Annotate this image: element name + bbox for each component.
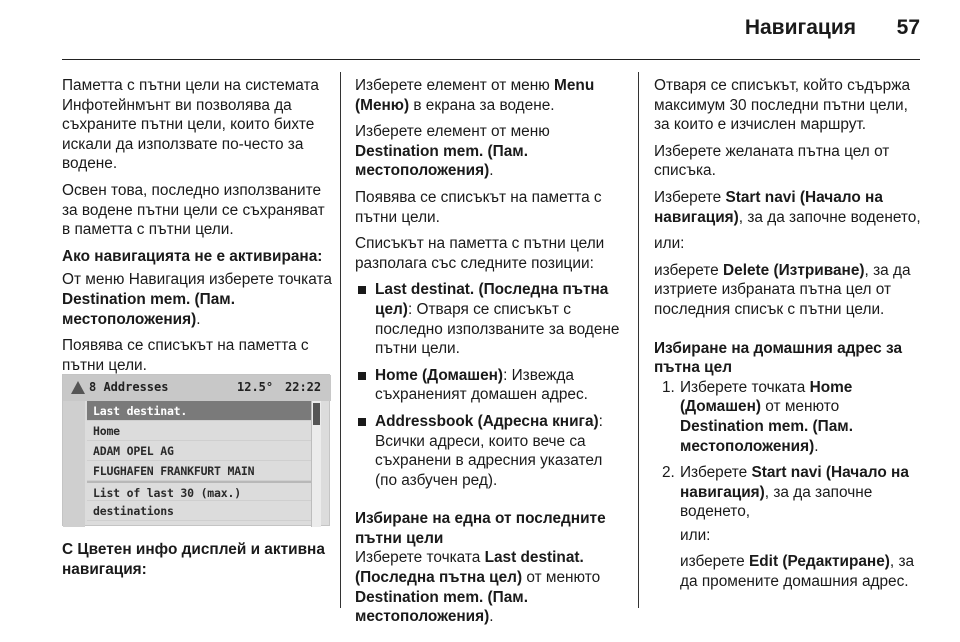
paragraph: Изберете точката Last destinat. (Последна пътна цел) от менюто Destination mem. (Пам. местоположения). — [355, 549, 601, 626]
column-divider-1 — [340, 72, 341, 608]
step-number: 1. — [662, 378, 675, 396]
menu-term: Destination mem. (Пам. местоположения) — [355, 142, 528, 180]
list-item: FLUGHAFEN FRANKFURT MAIN — [87, 461, 311, 481]
paragraph: или: — [654, 235, 685, 253]
subheading: Избиране на домашния адрес за пътна цел — [654, 339, 903, 377]
menu-term: Destination mem. (Пам. местоположения) — [62, 290, 235, 328]
paragraph: или: — [680, 526, 711, 544]
list-item: Last destinat. (Последна пътна цел): Отваря се списъкът с последно използваните за водене пътни цели. — [355, 280, 627, 358]
header-divider — [62, 59, 920, 60]
menu-term: Destination mem. (Пам. местоположения) — [680, 417, 853, 455]
paragraph: Изберете елемент от меню Destination mem. (Пам. местоположения). — [355, 123, 550, 180]
bullet-square-icon — [358, 286, 366, 294]
subheading: С Цветен инфо дисплей и активна навигация: — [62, 541, 325, 578]
warning-triangle-icon — [71, 381, 85, 394]
numbered-step: 1. Изберете точката Home (Домашен) от менюто Destination mem. (Пам. местоположения). — [662, 378, 853, 455]
menu-term: Edit (Редактиране) — [749, 553, 890, 571]
list-item: Home (Домашен): Извежда съхраненият домашен адрес. — [355, 366, 627, 405]
menu-term: Delete (Изтриване) — [723, 261, 865, 279]
display-scrollbar — [311, 401, 321, 527]
paragraph: изберете Edit (Редактиране), за да промените домашния адрес. — [680, 553, 915, 591]
paragraph: Паметта с пътни цели на системата Инфотейнмънт ви позволява да съхраните пътни цели, които бихте искали да използвате по-често за водене. — [62, 77, 319, 173]
paragraph: Изберете желаната пътна цел от списъка. — [654, 142, 890, 180]
list-item: Addressbook (Адресна книга): Всички адреси, които вече са съхранени в адресния указател (по азбучен ред). — [355, 412, 627, 490]
list-item: Last destinat. — [87, 401, 311, 421]
paragraph: Появява се списъкът на паметта с пътни цели. — [62, 337, 309, 374]
list-item: List of last 30 (max.) — [87, 481, 311, 501]
paragraph: От меню Навигация изберете точката Destination mem. (Пам. местоположения). — [62, 271, 332, 328]
menu-term: Home (Домашен) — [680, 378, 853, 416]
paragraph: Изберете елемент от меню Menu (Меню) в екрана за водене. — [355, 77, 595, 114]
numbered-step: 2. Изберете Start navi (Начало на навигация), за да започне воденето, или: изберете Edit (Редактиране), за да промените домашния адрес. — [654, 463, 926, 592]
column-2 — [355, 76, 627, 634]
menu-term: Start navi (Начало на навигация) — [680, 464, 909, 501]
page-header — [0, 0, 960, 62]
subheading: Ако навигацията не е активирана: — [62, 247, 323, 265]
subheading: Избиране на една от последните пътни цели — [355, 510, 606, 547]
infotainment-display-screenshot — [62, 374, 330, 526]
paragraph: Отваря се списъкът, който съдържа максимум 30 последни пътни цели, за които е изчислен маршрут. — [654, 77, 911, 134]
menu-term: Start navi (Начало на навигация) — [654, 188, 883, 226]
paragraph: Списъкът на паметта с пътни цели разполага със следните позиции: — [355, 235, 605, 272]
bullet-square-icon — [358, 418, 366, 426]
clock-readout: 22:22 — [285, 380, 322, 394]
column-divider-2 — [638, 72, 639, 608]
step-number: 2. — [662, 464, 675, 482]
column-3 — [654, 76, 926, 599]
menu-term: Last destinat. (Последна пътна цел) — [355, 549, 584, 587]
menu-term: Destination mem. (Пам. местоположения) — [355, 588, 528, 626]
page-number: 57 — [896, 16, 920, 39]
address-count: 8 Addresses — [89, 380, 169, 394]
menu-term: Menu (Меню) — [355, 77, 595, 114]
display-header — [63, 375, 331, 401]
destination-list — [87, 401, 311, 521]
paragraph: Изберете Start navi (Начало на навигация), за да започне воденето, — [654, 188, 921, 226]
paragraph: Освен това, последно използваните за водене пътни цели се съхраняват в паметта с пътни цели. — [62, 181, 325, 239]
page-title: Навигация — [744, 16, 856, 39]
column-1-bottom — [62, 540, 332, 586]
temperature-readout: 12.5° — [237, 380, 274, 394]
list-item: destinations — [87, 501, 311, 521]
column-1 — [62, 76, 332, 382]
paragraph: изберете Delete (Изтриване), за да изтриете избраната пътна цел от последния списък с пътни цели. — [654, 261, 911, 318]
bullet-square-icon — [358, 372, 366, 380]
list-item: Home — [87, 421, 311, 441]
paragraph: Появява се списъкът на паметта с пътни цели. — [355, 188, 602, 226]
list-item: ADAM OPEL AG — [87, 441, 311, 461]
